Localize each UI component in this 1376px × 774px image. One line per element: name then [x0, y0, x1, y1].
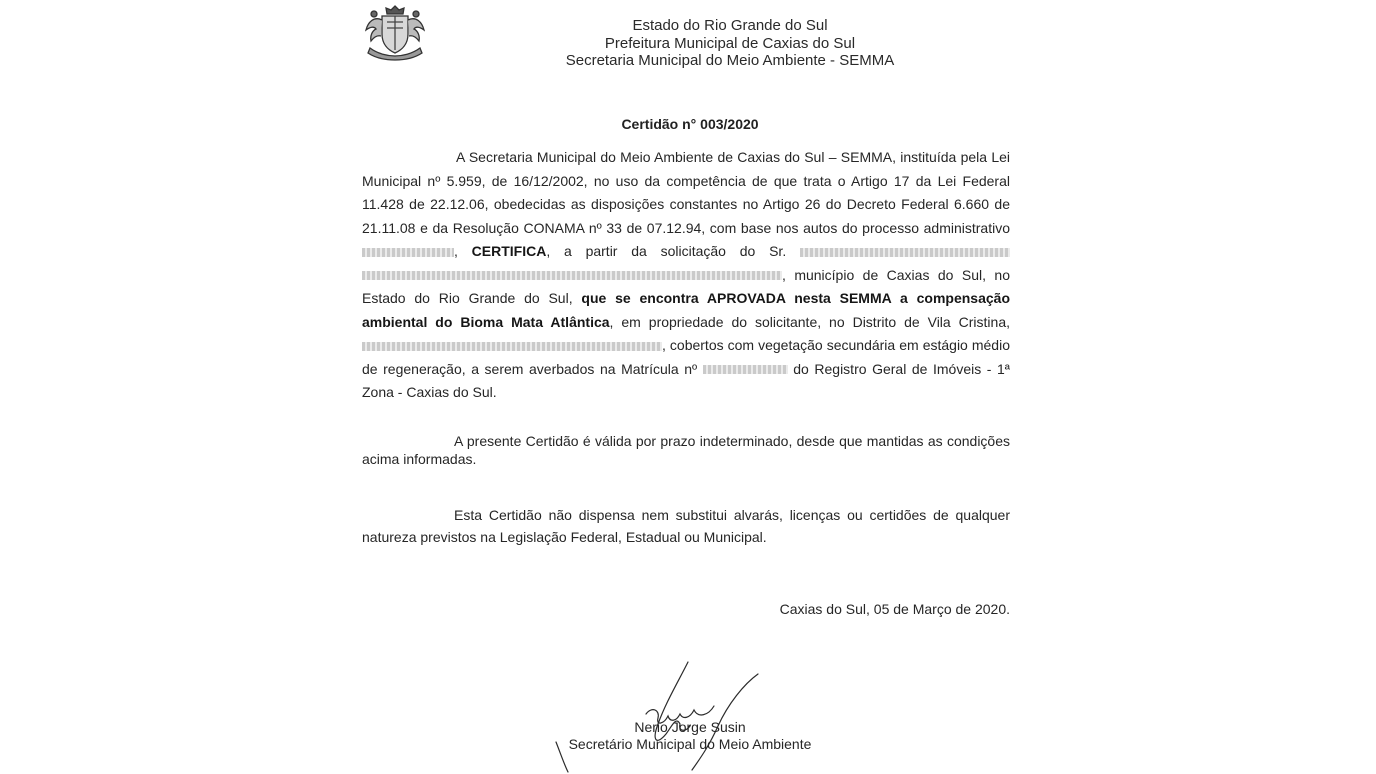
paragraph-certification	[362, 146, 1010, 405]
coat-of-arms-icon	[362, 2, 428, 62]
letterhead	[540, 17, 920, 70]
p1-text-6: , cobertos com vegetação secundária em estágio médio de regeneração, a serem averbados na Matrícula nº	[362, 337, 1010, 377]
certifica-keyword: CERTIFICA	[471, 243, 547, 259]
p1-text-5: , em propriedade do solicitante, no Distrito de Vila Cristina,	[609, 313, 1010, 330]
handwritten-signature-icon	[548, 652, 788, 774]
redacted-registration	[703, 365, 788, 374]
paragraph-disclaimer: Esta Certidão não dispensa nem substitui alvarás, licenças ou certidões de qualquer natureza previstos na Legislação Federal, Estadual ou Municipal.	[362, 507, 1010, 545]
signer-name: Nerio Jorge Susin	[634, 719, 746, 735]
p1-text-1: A Secretaria Municipal do Meio Ambiente de Caxias do Sul – SEMMA, instituída pela Lei Municipal nº 5.959, de 16/12/2002, no uso da competência de que trata o Artigo 17 da Lei Federal 11.428 de 22.12.06, obedecidas as disposições constantes no Artigo 26 do Decreto Federal 6.660 de 21.11.08 e da Resolução CONAMA nº 33 de 07.12.94, com base nos autos do processo administrativo	[362, 149, 1010, 236]
letterhead-secretariat: Secretaria Municipal do Meio Ambiente - SEMMA	[565, 52, 895, 69]
p1-text-2: ,	[454, 243, 458, 259]
approval-statement: que se encontra APROVADA nesta SEMMA a compensação ambiental do Bioma Mata Atlântica	[362, 290, 1010, 330]
redacted-applicant-details	[362, 271, 782, 280]
letterhead-prefecture: Prefeitura Municipal de Caxias do Sul	[604, 34, 856, 52]
certificate-title: Certidão n° 003/2020	[621, 116, 759, 132]
redacted-area	[362, 342, 662, 351]
p1-text-3: , a partir da solicitação do Sr.	[546, 243, 787, 259]
issue-date: Caxias do Sul, 05 de Março de 2020.	[779, 601, 1010, 617]
letterhead-state: Estado do Rio Grande do Sul	[632, 17, 828, 34]
redacted-applicant-name	[800, 248, 1010, 257]
signer-role: Secretário Municipal do Meio Ambiente	[568, 736, 812, 752]
signer-block	[560, 719, 820, 753]
paragraph-validity: A presente Certidão é válida por prazo indeterminado, desde que mantidas as condições acima informadas.	[362, 433, 1010, 467]
p1-text-7: do Registro Geral de Imóveis - 1ª Zona - Caxias do Sul.	[362, 360, 1010, 400]
redacted-process-number	[362, 248, 454, 257]
p1-text-4: , município de Caxias do Sul, no Estado do Rio Grande do Sul,	[362, 266, 1010, 306]
